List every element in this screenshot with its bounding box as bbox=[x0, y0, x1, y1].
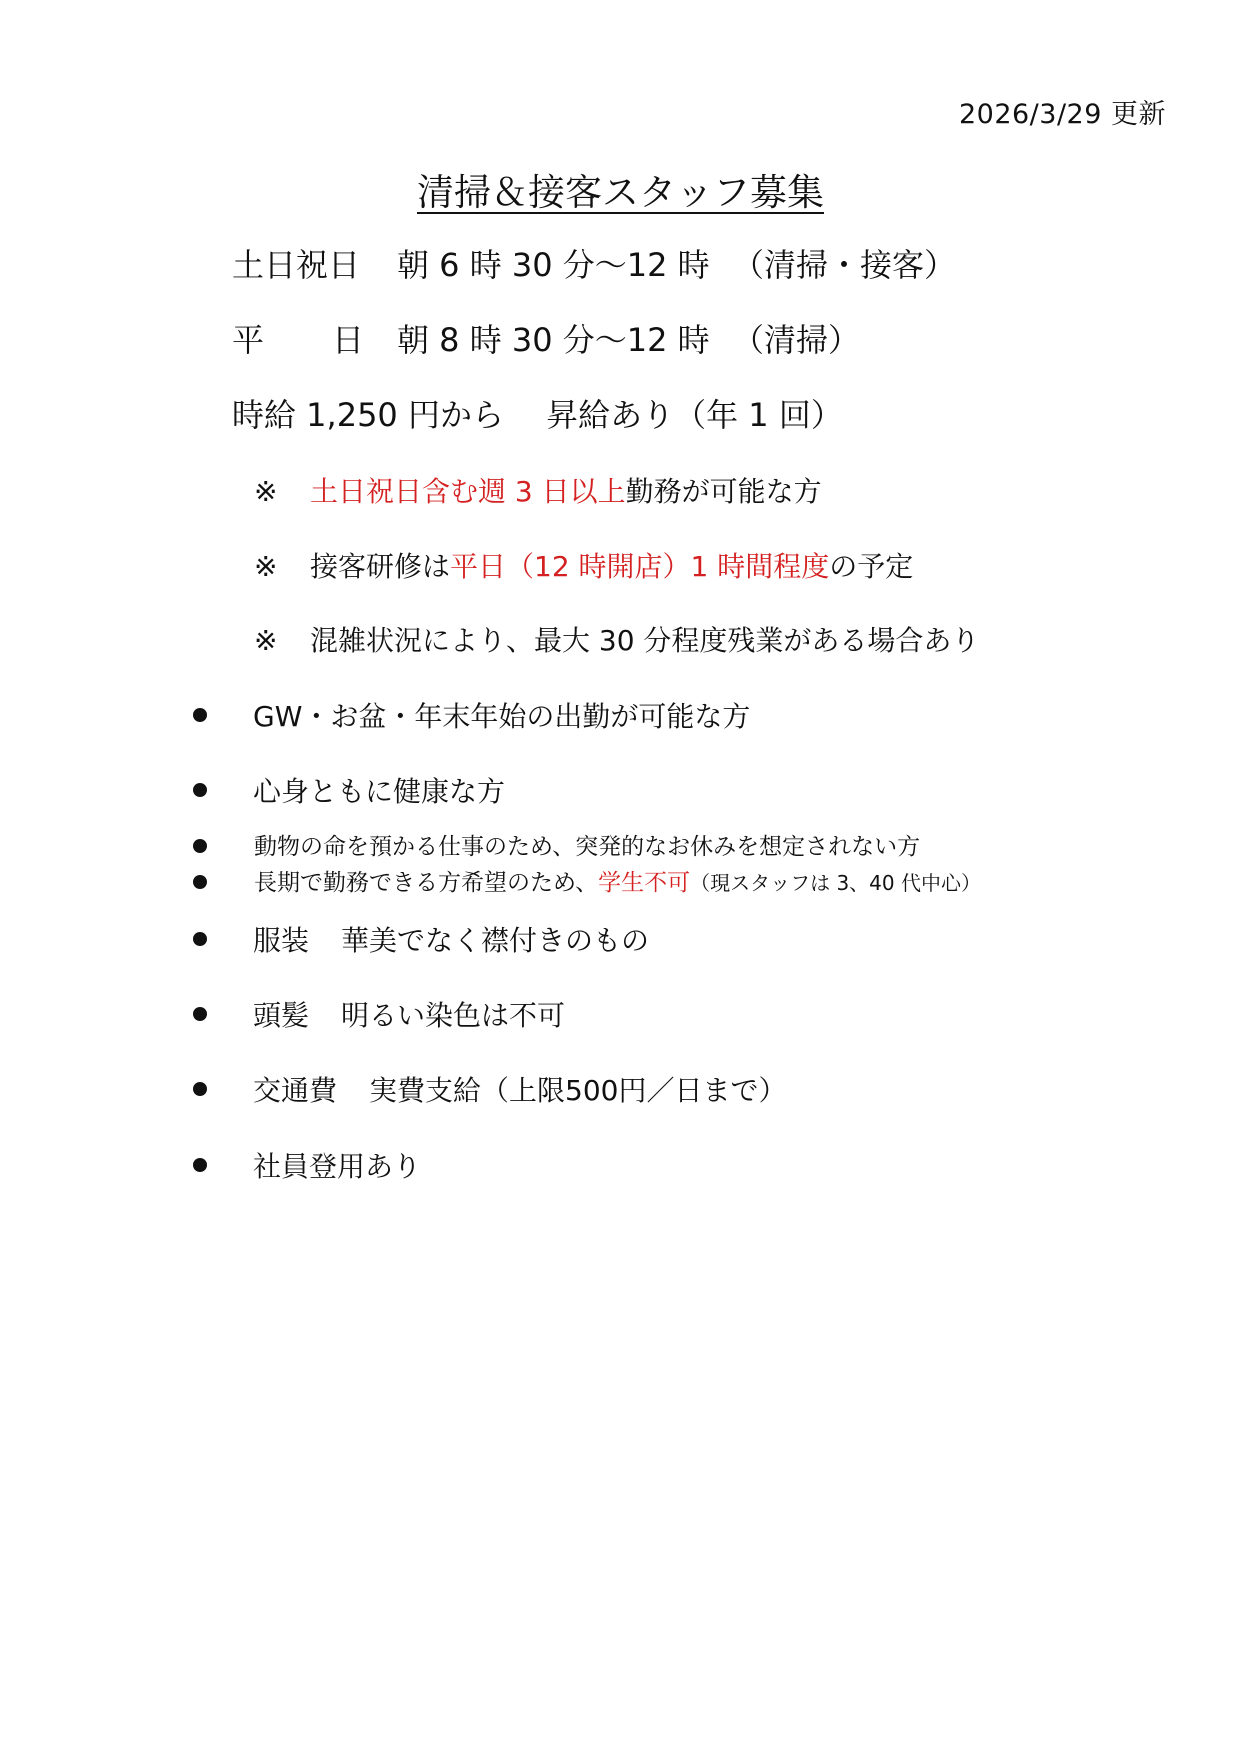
bullet-dot bbox=[193, 1082, 207, 1096]
bullet-dot bbox=[193, 783, 207, 797]
bullet-label: 交通費 bbox=[253, 1074, 338, 1107]
note-text: 混雑状況により、最大 30 分程度残業がある場合あり bbox=[310, 624, 980, 657]
bullet-label: 服装 bbox=[253, 924, 310, 957]
note-item bbox=[254, 619, 979, 659]
schedule-work: （清掃） bbox=[732, 321, 861, 359]
note-text: 接客研修は bbox=[310, 550, 451, 583]
list-item bbox=[193, 828, 920, 861]
note-red-text: 土日祝日含む週 3 日以上 bbox=[310, 475, 626, 508]
list-item bbox=[193, 695, 750, 735]
list-item bbox=[193, 1069, 786, 1109]
list-item bbox=[193, 1145, 421, 1185]
updated-date: 2026/3/29 更新 bbox=[958, 99, 1166, 130]
bullet-label: 頭髪 bbox=[253, 999, 310, 1032]
schedule-weekday bbox=[232, 315, 860, 361]
schedule-work: （清掃・接客） bbox=[732, 246, 957, 284]
title-text: 清掃＆接客スタッフ募集 bbox=[417, 171, 824, 214]
schedule-time: 朝 6 時 30 分～12 時 bbox=[397, 246, 710, 284]
bullet-text: GW・お盆・年末年始の出勤が可能な方 bbox=[253, 700, 751, 733]
bullet-text: 華美でなく襟付きのもの bbox=[341, 924, 650, 957]
note-mark: ※ bbox=[254, 475, 278, 508]
note-item bbox=[254, 470, 822, 510]
note-text: の予定 bbox=[829, 550, 914, 583]
schedule-time: 朝 8 時 30 分～12 時 bbox=[397, 321, 710, 359]
bullet-dot bbox=[193, 708, 207, 722]
note-text: 勤務が可能な方 bbox=[625, 475, 822, 508]
bullet-dot bbox=[193, 875, 207, 889]
bullet-red-text: 学生不可 bbox=[598, 870, 691, 896]
bullet-text: 長期で勤務できる方希望のため、 bbox=[254, 870, 599, 896]
schedule-day: 土日祝日 bbox=[232, 246, 361, 284]
list-item bbox=[193, 919, 649, 959]
page-title bbox=[0, 162, 1241, 216]
note-red-text: 平日（12 時開店）1 時間程度 bbox=[450, 550, 830, 583]
schedule-day-a: 平 bbox=[232, 321, 265, 359]
schedule-day-b: 日 bbox=[332, 321, 365, 359]
list-item bbox=[193, 994, 565, 1034]
wage-line: 時給 1,250 円から 昇給あり（年 1 回） bbox=[232, 396, 843, 434]
bullet-dot bbox=[193, 839, 207, 853]
bullet-text: 動物の命を預かる仕事のため、突発的なお休みを想定されない方 bbox=[254, 834, 921, 860]
note-mark: ※ bbox=[254, 550, 278, 583]
list-item bbox=[193, 864, 981, 897]
bullet-dot bbox=[193, 1007, 207, 1021]
bullet-text: 実費支給（上限500円／日まで） bbox=[369, 1074, 787, 1107]
note-item bbox=[254, 545, 913, 585]
list-item bbox=[193, 770, 505, 810]
bullet-dot bbox=[193, 1158, 207, 1172]
note-mark: ※ bbox=[254, 624, 278, 657]
bullet-dot bbox=[193, 932, 207, 946]
bullet-text: 心身ともに健康な方 bbox=[253, 775, 506, 808]
bullet-text: 明るい染色は不可 bbox=[341, 999, 566, 1032]
bullet-sub-text: （現スタッフは 3、40 代中心） bbox=[690, 871, 981, 895]
bullet-text: 社員登用あり bbox=[253, 1150, 422, 1183]
schedule-weekend bbox=[232, 240, 956, 286]
